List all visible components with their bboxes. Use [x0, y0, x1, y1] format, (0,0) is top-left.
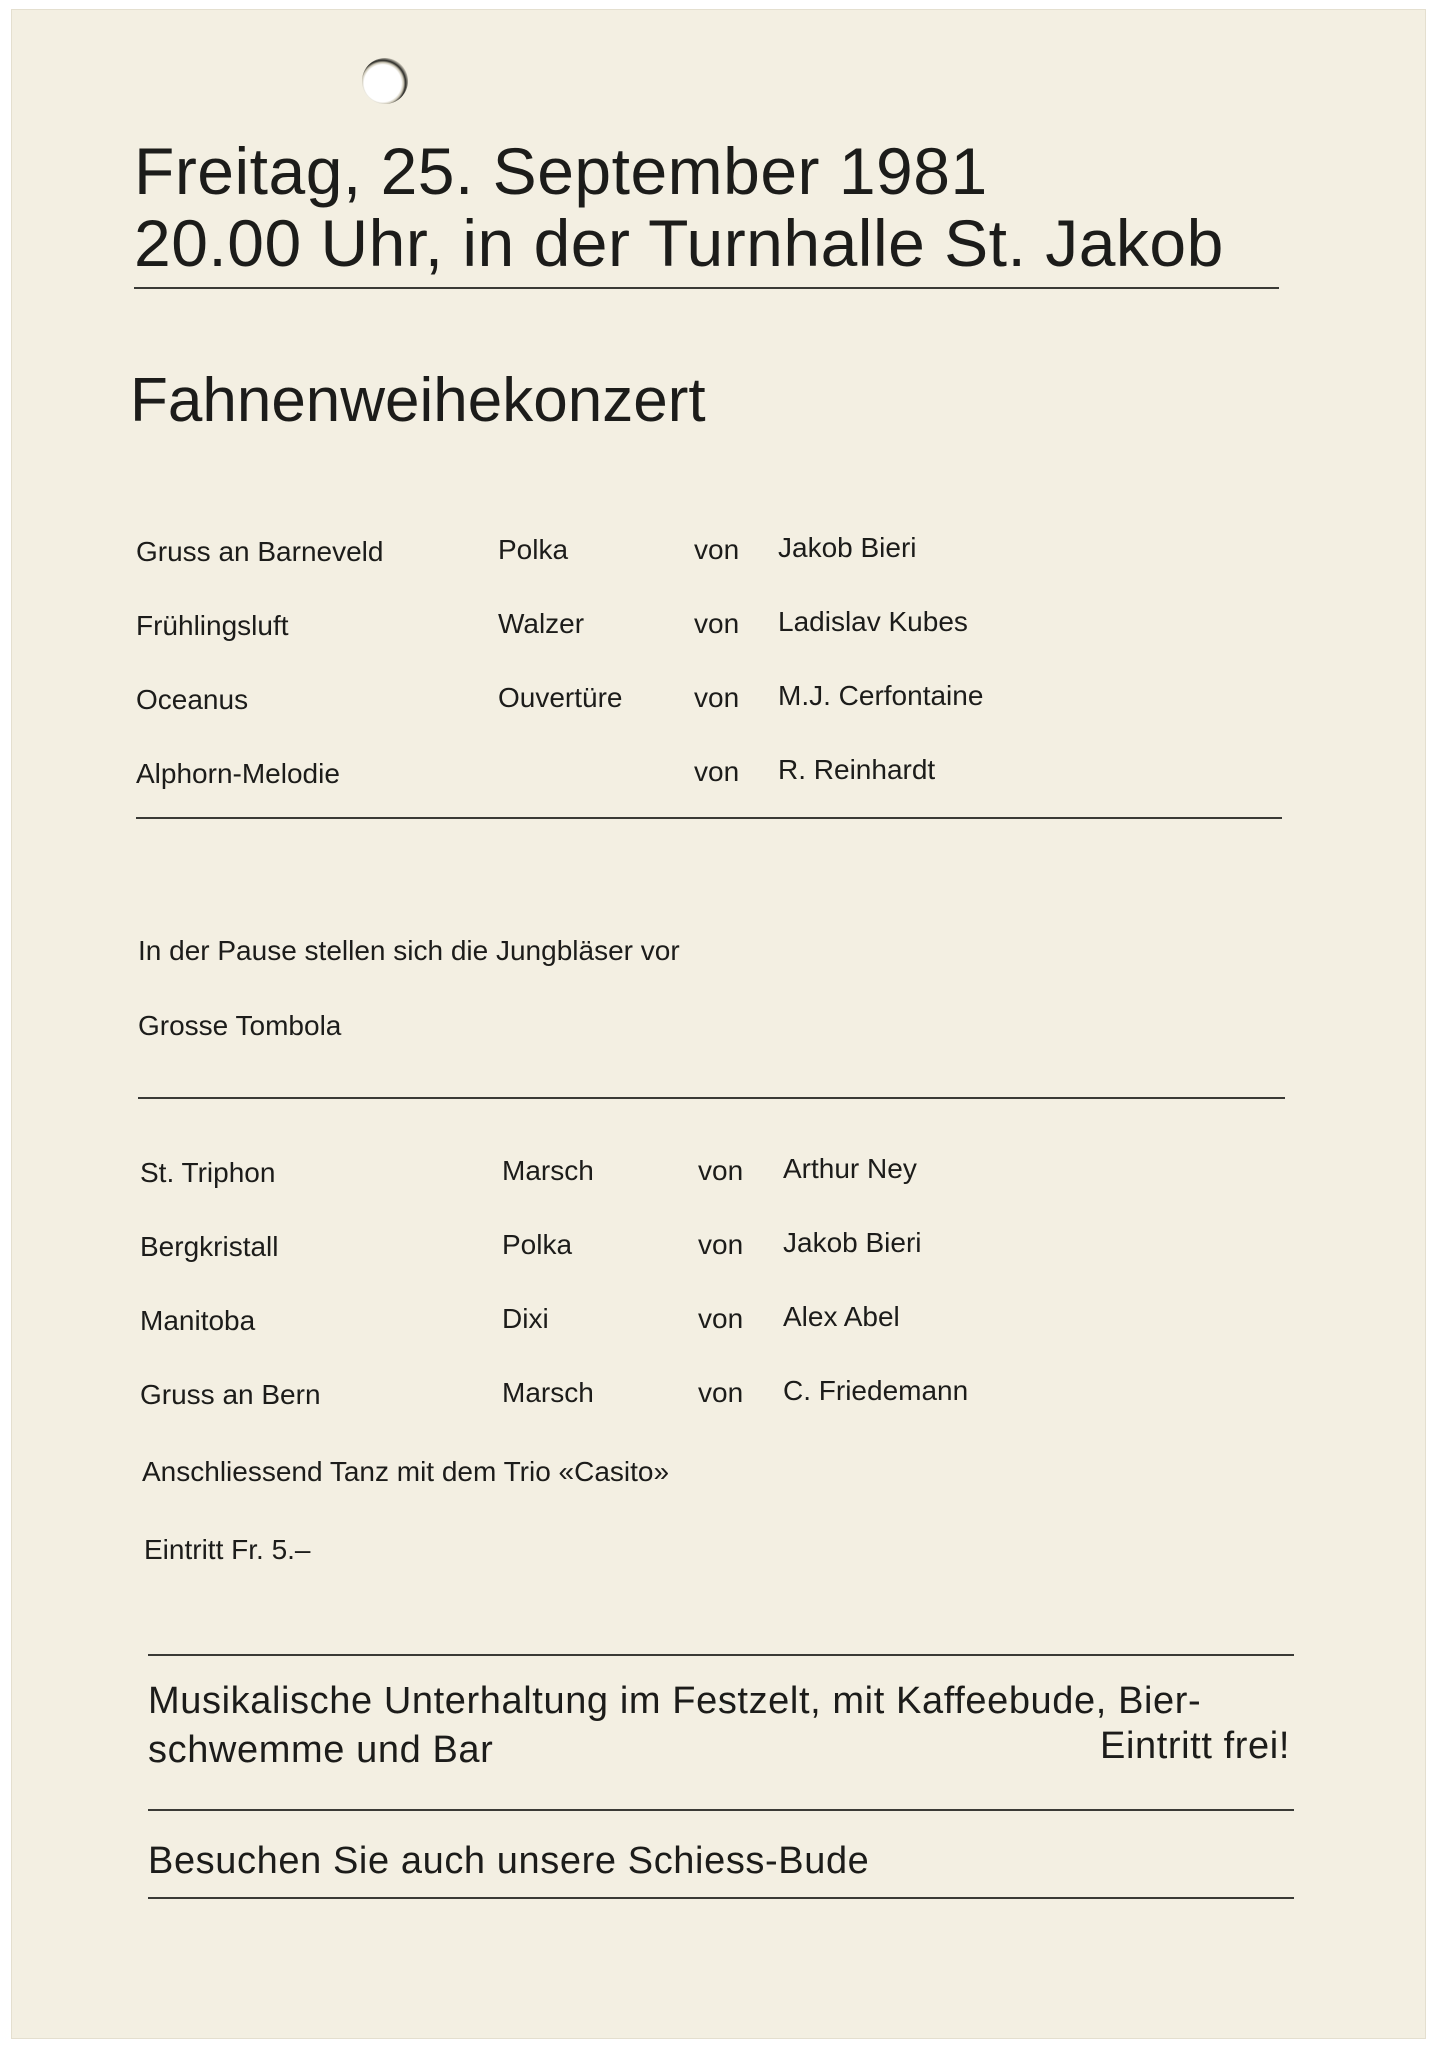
composer: Jakob Bieri: [778, 532, 917, 563]
composer: Jakob Bieri: [783, 1227, 922, 1258]
composer: Arthur Ney: [783, 1153, 917, 1184]
divider: [148, 1809, 1294, 1811]
tent-entertainment-line1: Musikalische Unterhaltung im Festzelt, mit Kaffeebude, Bier-: [148, 1680, 1202, 1722]
concert-title: Fahnenweihekonzert: [130, 366, 706, 435]
punch-hole: [362, 58, 408, 104]
composer: Alex Abel: [783, 1301, 900, 1332]
composer: C. Friedemann: [783, 1375, 969, 1406]
piece-title: Frühlingsluft: [136, 610, 289, 641]
piece-genre: Marsch: [502, 1155, 594, 1186]
dance-note: Anschliessend Tanz mit dem Trio «Casito»: [142, 1456, 670, 1487]
divider: [148, 1897, 1294, 1899]
piece-title: Gruss an Barneveld: [136, 536, 384, 567]
shooting-booth-note: Besuchen Sie auch unsere Schiess-Bude: [148, 1840, 870, 1882]
composer: M.J. Cerfontaine: [778, 680, 984, 711]
composer: R. Reinhardt: [778, 754, 936, 785]
divider: [136, 817, 1282, 819]
piece-title: Oceanus: [136, 684, 249, 715]
piece-title: Bergkristall: [140, 1231, 279, 1262]
tent-entertainment-line2: schwemme und Bar: [148, 1729, 494, 1771]
divider: [148, 1654, 1294, 1656]
intermission-note: In der Pause stellen sich die Jungbläser vor: [138, 935, 680, 966]
by-word: von: [698, 1303, 744, 1334]
divider: [138, 1097, 1285, 1099]
divider: [134, 287, 1279, 289]
by-word: von: [694, 608, 740, 639]
tombola-note: Grosse Tombola: [138, 1010, 342, 1041]
piece-genre: Polka: [502, 1229, 573, 1260]
by-word: von: [694, 534, 740, 565]
by-word: von: [694, 682, 740, 713]
by-word: von: [698, 1377, 744, 1408]
piece-genre: Polka: [498, 534, 569, 565]
piece-genre: Dixi: [502, 1303, 549, 1334]
piece-title: Gruss an Bern: [140, 1379, 321, 1410]
by-word: von: [698, 1155, 744, 1186]
by-word: von: [694, 756, 740, 787]
piece-genre: Ouvertüre: [498, 682, 623, 713]
piece-title: Manitoba: [140, 1305, 256, 1336]
by-word: von: [698, 1229, 744, 1260]
piece-genre: Marsch: [502, 1377, 594, 1408]
admission-price: Eintritt Fr. 5.–: [144, 1534, 311, 1565]
piece-title: Alphorn-Melodie: [136, 758, 340, 789]
piece-genre: Walzer: [498, 608, 585, 639]
event-date: Freitag, 25. September 1981: [134, 134, 988, 208]
composer: Ladislav Kubes: [778, 606, 968, 637]
piece-title: St. Triphon: [140, 1157, 276, 1188]
free-admission: Eintritt frei!: [1100, 1725, 1290, 1767]
event-time-location: 20.00 Uhr, in der Turnhalle St. Jakob: [134, 206, 1224, 280]
